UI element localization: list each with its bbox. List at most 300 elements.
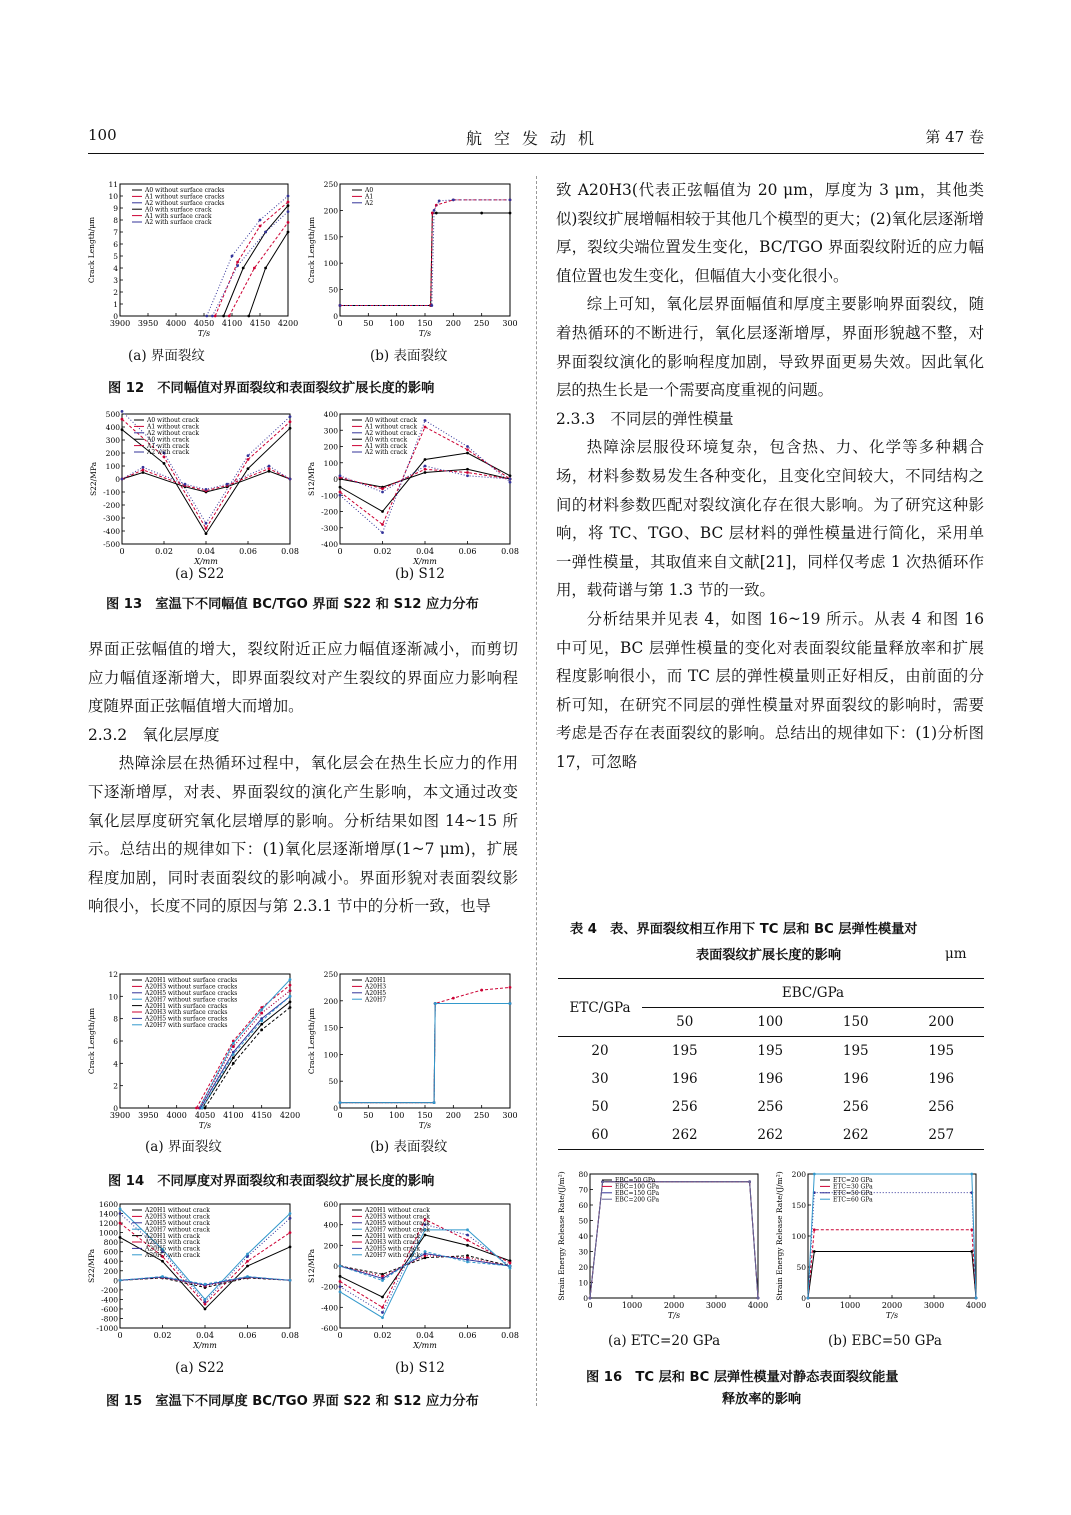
data-point: [807, 1297, 810, 1300]
legend-entry: A20H1 with surface cracks: [145, 1002, 228, 1010]
data-point: [466, 448, 469, 451]
legend-entry: A1 without surface cracks: [145, 193, 225, 201]
fig14b-chart: [306, 968, 518, 1130]
y-tick-label: 0: [583, 1294, 588, 1303]
fig14a-chart: [86, 968, 301, 1130]
data-point: [289, 989, 292, 992]
y-tick-label: -100: [321, 491, 338, 501]
data-point: [121, 478, 124, 481]
legend-entry: A2 without crack: [365, 430, 417, 437]
table4-cell: 196: [842, 1071, 869, 1087]
x-tick-label: 4100: [221, 319, 243, 328]
data-point: [232, 1056, 235, 1059]
data-point: [226, 483, 229, 486]
data-point: [430, 304, 433, 307]
y-tick-label: 200: [323, 206, 338, 216]
fig14-sub-b: (b) 表面裂纹: [370, 1139, 448, 1155]
y-tick-label: 0: [333, 475, 338, 484]
data-point: [339, 1275, 342, 1278]
x-tick-label: 100: [389, 319, 405, 328]
x-tick-label: 250: [474, 1111, 490, 1120]
data-point: [247, 315, 250, 318]
y-tick-label: -200: [321, 1282, 338, 1292]
data-point: [119, 1279, 122, 1282]
x-tick-label: 0: [337, 319, 343, 328]
y-tick-label: -200: [101, 1285, 118, 1295]
right-paragraph-1: 致 A20H3(代表正弦幅值为 20 μm，厚度为 3 μm，其他类似)裂纹扩展增幅相较于其他几个模型的更大；(2)氧化层逐渐增厚，裂纹尖端位置发生变化，BC/TGO 界面裂纹附近的应力幅值位置也发生变化，但幅值大小变化很小。: [556, 181, 984, 285]
data-point: [339, 1280, 342, 1283]
fig16-sub-b: (b) EBC=50 GPa: [828, 1333, 942, 1349]
table4-cell: 30: [591, 1071, 609, 1087]
x-tick-label: 0.08: [501, 547, 519, 556]
data-point: [339, 1285, 342, 1288]
fig15a-chart: [86, 1198, 298, 1350]
y-tick-label: -300: [103, 514, 120, 523]
running-header: [88, 126, 984, 150]
y-tick-label: 500: [105, 410, 120, 419]
legend-entry: A0 without surface cracks: [145, 187, 225, 195]
legend-entry: A20H5 without crack: [145, 1220, 210, 1227]
x-tick-label: 3900: [109, 1111, 131, 1120]
data-point: [466, 1234, 469, 1237]
y-axis-label: Strain Energy Release Rate/(J/m²): [557, 1171, 566, 1301]
legend-entry: A20H1 without crack: [365, 1207, 430, 1215]
fig16a-svg: [556, 1168, 769, 1320]
x-tick-label: 150: [417, 319, 433, 328]
data-point: [260, 1023, 263, 1026]
data-point: [287, 221, 290, 224]
x-tick-label: 0.06: [238, 1331, 257, 1340]
x-axis-label: T/s: [197, 329, 211, 338]
y-tick-label: 250: [323, 970, 338, 979]
y-tick-label: 4: [113, 1059, 118, 1069]
y-tick-label: 5: [113, 252, 118, 261]
x-tick-label: 0.02: [373, 1331, 392, 1340]
y-tick-label: 30: [578, 1247, 588, 1257]
data-point: [339, 474, 342, 477]
legend-entry: A2 without surface cracks: [145, 200, 225, 207]
table-row: [558, 1037, 984, 1066]
y-tick-label: 100: [323, 1050, 338, 1060]
table-row: [558, 1065, 984, 1093]
data-point: [813, 1173, 816, 1176]
x-tick-label: 0: [337, 1331, 343, 1340]
y-tick-label: 150: [323, 1023, 338, 1033]
legend-entry: A20H1 without crack: [145, 1207, 210, 1215]
data-point: [339, 1101, 342, 1104]
legend-entry: A20H1 without surface cracks: [145, 977, 238, 985]
legend-entry: A20H3 without surface cracks: [145, 983, 238, 991]
y-tick-label: 200: [323, 1241, 338, 1251]
fig16-caption-line2: 释放率的影响: [722, 1392, 802, 1407]
data-point: [289, 1246, 292, 1249]
y-tick-label: 20: [578, 1263, 588, 1272]
data-point: [289, 1001, 292, 1004]
y-tick-label: 100: [323, 458, 338, 468]
series-line: [340, 987, 510, 1102]
data-point: [205, 532, 208, 535]
data-point: [589, 1297, 592, 1300]
table4-cell: 50: [591, 1099, 609, 1115]
x-tick-label: 0.08: [501, 1331, 519, 1340]
y-tick-label: 4: [113, 264, 118, 273]
x-tick-label: 0: [117, 1331, 123, 1340]
data-point: [480, 989, 483, 992]
data-point: [433, 1101, 436, 1104]
y-tick-label: 1000: [98, 1228, 118, 1238]
x-tick-label: 200: [445, 1111, 461, 1120]
x-tick-label: 50: [363, 319, 374, 328]
y-tick-label: 8: [113, 1014, 118, 1024]
legend-entry: A20H7 without crack: [145, 1226, 210, 1234]
data-point: [381, 1296, 384, 1299]
x-axis-label: T/s: [885, 1311, 899, 1320]
x-axis-label: T/s: [198, 1121, 212, 1130]
data-point: [161, 1260, 164, 1263]
data-point: [424, 419, 427, 422]
fig13a-svg: [88, 408, 298, 566]
legend-entry: A20H3 without crack: [145, 1213, 210, 1221]
series-line: [340, 213, 510, 305]
y-tick-label: 50: [328, 285, 338, 295]
y-tick-label: 400: [323, 410, 338, 419]
data-point: [434, 1002, 437, 1005]
legend-entry: A20H7 with surface cracks: [145, 1022, 228, 1029]
data-point: [236, 264, 239, 267]
legend-entry: A2 with surface crack: [145, 219, 212, 227]
data-point: [466, 452, 469, 455]
right-text-column: [556, 176, 984, 776]
x-tick-label: 4000: [965, 1301, 987, 1310]
data-point: [339, 1265, 342, 1268]
table4-cell: 262: [842, 1127, 869, 1143]
data-point: [466, 445, 469, 448]
y-tick-label: 2: [113, 1081, 118, 1091]
legend-entry: A0 without crack: [147, 417, 199, 425]
data-point: [289, 978, 292, 981]
fig13-sub-b: (b) S12: [395, 566, 445, 582]
legend-entry: A20H5 without surface cracks: [145, 990, 238, 997]
data-point: [222, 315, 225, 318]
fig14-caption: 图 14 不同厚度对界面裂纹和表面裂纹扩展长度的影响: [108, 1174, 435, 1189]
fig14-sub-a: (a) 界面裂纹: [145, 1139, 222, 1155]
fig12-sub-b: (b) 表面裂纹: [370, 348, 448, 364]
data-point: [260, 1020, 263, 1023]
x-tick-label: 0.04: [196, 1331, 214, 1340]
x-tick-label: 200: [445, 319, 461, 328]
data-point: [424, 465, 427, 468]
data-point: [195, 1107, 198, 1110]
data-point: [214, 315, 217, 318]
legend-entry: ETC=30 GPa: [833, 1183, 873, 1191]
y-tick-label: 100: [105, 462, 120, 471]
legend-entry: A2 without crack: [147, 430, 199, 437]
x-tick-label: 4200: [277, 319, 299, 328]
x-tick-label: 0.06: [458, 547, 477, 556]
data-point: [381, 1316, 384, 1319]
y-axis-label: Crack Length/μm: [87, 216, 96, 284]
y-tick-label: 400: [103, 1257, 118, 1267]
legend-entry: EBC=200 GPa: [615, 1196, 660, 1204]
y-tick-label: 3: [113, 276, 118, 285]
data-point: [228, 315, 231, 318]
x-tick-label: 0: [337, 547, 343, 556]
data-point: [119, 1207, 122, 1210]
data-point: [142, 469, 145, 472]
data-point: [466, 1228, 469, 1231]
x-tick-label: 0: [805, 1301, 811, 1310]
legend-entry: A2 with crack: [147, 449, 190, 457]
y-tick-label: 300: [323, 426, 338, 436]
table4-cell: 20: [591, 1043, 609, 1059]
data-point: [232, 1045, 235, 1048]
legend-entry: A2: [365, 200, 374, 207]
x-tick-label: 3000: [705, 1301, 727, 1310]
data-point: [757, 1297, 760, 1300]
y-axis-label: Crack Length/μm: [307, 216, 316, 284]
x-tick-label: 0: [119, 547, 125, 556]
table4-cell: 196: [928, 1071, 955, 1087]
data-point: [201, 1107, 204, 1110]
y-tick-label: 300: [105, 436, 120, 445]
y-tick-label: 600: [323, 1200, 338, 1209]
data-point: [438, 199, 441, 202]
y-tick-label: 70: [578, 1185, 588, 1195]
legend-entry: ETC=20 GPa: [833, 1177, 873, 1185]
y-tick-label: 0: [333, 1262, 338, 1271]
y-tick-label: 7: [113, 228, 118, 237]
x-tick-label: 4150: [251, 1111, 272, 1120]
x-tick-label: 50: [363, 1111, 374, 1120]
data-point: [509, 1265, 512, 1268]
data-point: [452, 198, 455, 201]
table4-cell: 256: [757, 1099, 784, 1115]
data-point: [480, 212, 483, 215]
x-tick-label: 3900: [109, 319, 131, 328]
fig13-sub-a: (a) S22: [175, 566, 225, 582]
series-line: [340, 1003, 510, 1102]
data-point: [264, 267, 267, 270]
data-point: [205, 527, 208, 530]
legend-entry: A20H3 without crack: [365, 1213, 430, 1221]
column-divider: [536, 176, 537, 1406]
data-point: [287, 195, 290, 198]
data-point: [204, 1283, 207, 1286]
y-tick-label: 11: [108, 180, 118, 189]
series-line: [212, 212, 288, 316]
y-tick-label: 50: [796, 1263, 806, 1272]
fig14b-svg: [306, 968, 518, 1130]
y-tick-label: -400: [321, 540, 338, 549]
data-point: [601, 1180, 604, 1183]
legend-entry: ETC=60 GPa: [833, 1196, 873, 1204]
table4-cell: 195: [928, 1043, 955, 1059]
legend-entry: A1 without crack: [147, 423, 199, 431]
y-tick-label: 600: [103, 1247, 118, 1257]
x-tick-label: 0.02: [155, 547, 173, 556]
legend-entry: A20H7 with crack: [145, 1252, 200, 1259]
data-point: [289, 427, 292, 430]
data-point: [246, 1260, 249, 1263]
x-tick-label: 2000: [663, 1301, 685, 1310]
table4-cell: 256: [671, 1099, 698, 1115]
y-tick-label: -400: [321, 1303, 338, 1313]
section-2-3-3-heading: 2.3.3 不同层的弹性模量: [556, 409, 734, 428]
data-point: [119, 1236, 122, 1239]
data-point: [433, 209, 436, 212]
y-tick-label: 200: [323, 442, 338, 452]
fig16b-svg: [774, 1168, 987, 1320]
fig13-caption: 图 13 室温下不同幅值 BC/TGO 界面 S22 和 S12 应力分布: [106, 597, 479, 612]
data-point: [509, 474, 512, 477]
data-point: [509, 481, 512, 484]
data-point: [452, 997, 455, 1000]
table4-cell: 262: [671, 1127, 698, 1143]
data-point: [287, 231, 290, 234]
journal-title: 航空发动机: [465, 129, 606, 148]
y-tick-label: 10: [108, 192, 118, 201]
x-tick-label: 3950: [138, 1111, 159, 1120]
table4-col-header: 100: [757, 1014, 784, 1030]
data-point: [424, 1250, 427, 1253]
fig15b-svg: [306, 1198, 518, 1350]
data-point: [236, 261, 239, 264]
x-axis-label: T/s: [667, 1311, 681, 1320]
y-tick-label: 2: [113, 288, 118, 297]
y-tick-label: 200: [323, 996, 338, 1006]
legend-entry: A20H7 with crack: [365, 1252, 420, 1259]
y-tick-label: 400: [105, 423, 120, 432]
data-point: [121, 428, 124, 431]
x-tick-label: 0.04: [197, 547, 215, 556]
series-line: [340, 200, 510, 306]
y-axis-label: Crack Length/μm: [307, 1007, 316, 1075]
data-point: [381, 523, 384, 526]
y-tick-label: 50: [578, 1216, 588, 1226]
data-point: [466, 474, 469, 477]
x-tick-label: 300: [502, 1111, 518, 1120]
y-tick-label: 100: [323, 259, 338, 269]
legend-entry: A20H3 with crack: [365, 1239, 420, 1247]
legend-entry: A1 with crack: [147, 442, 190, 450]
x-axis-label: X/mm: [193, 1341, 217, 1350]
data-point: [246, 1265, 249, 1268]
data-point: [260, 1008, 263, 1011]
y-tick-label: 0: [113, 1104, 118, 1113]
table4-col-header: 50: [676, 1014, 694, 1030]
x-tick-label: 0.02: [373, 547, 392, 556]
legend-entry: A0 with surface crack: [145, 206, 212, 214]
fig16b-chart: [774, 1168, 987, 1320]
series-line: [340, 200, 510, 306]
data-point: [184, 483, 187, 486]
x-tick-label: 4050: [194, 1111, 216, 1120]
x-tick-label: 1000: [621, 1301, 643, 1310]
data-point: [381, 1311, 384, 1314]
y-axis-label: S12/MPa: [307, 1248, 316, 1284]
data-point: [232, 1053, 235, 1056]
legend-entry: A1 without crack: [365, 423, 417, 431]
data-point: [509, 478, 512, 481]
data-point: [142, 466, 145, 469]
x-tick-label: 3950: [137, 319, 159, 328]
y-tick-label: 10: [578, 1278, 588, 1288]
legend-entry: EBC=100 GPa: [615, 1183, 660, 1191]
data-point: [289, 1231, 292, 1234]
y-tick-label: 400: [323, 1220, 338, 1230]
table-row: [558, 1121, 984, 1150]
data-point: [204, 1107, 207, 1110]
y-tick-label: 200: [791, 1170, 806, 1179]
data-point: [121, 418, 124, 421]
data-point: [381, 491, 384, 494]
x-tick-label: 150: [417, 1111, 433, 1120]
fig15a-svg: [86, 1198, 298, 1350]
legend-entry: A20H5 without crack: [365, 1220, 430, 1227]
data-point: [287, 210, 290, 213]
y-tick-label: 80: [578, 1170, 588, 1179]
data-point: [435, 212, 438, 215]
y-tick-label: 0: [801, 1294, 806, 1303]
y-tick-label: -100: [103, 488, 120, 497]
data-point: [121, 410, 124, 413]
left-paragraph-2: 热障涂层在热循环过程中，氧化层会在热生长应力的作用下逐渐增厚，对表、界面裂纹的演化产生影响，本文通过改变氧化层厚度研究氧化层增厚的影响。分析结果如图 14~15 所示。总结出的规律如下：(1)氧化层逐渐增厚(1~7 μm)，扩展程度加剧，同时表面裂纹的影响减小。界面形貌对表面裂纹影响很小，长度不同的原因与第 2.3.1 节中的分析一致，也导: [88, 754, 518, 916]
data-point: [247, 454, 250, 457]
y-tick-label: -800: [101, 1314, 118, 1324]
data-point: [268, 465, 271, 468]
series-line: [340, 1003, 510, 1102]
data-point: [268, 470, 271, 473]
data-point: [232, 1042, 235, 1045]
table4-cell: 196: [671, 1071, 698, 1087]
x-tick-label: 4000: [166, 1111, 187, 1120]
x-tick-label: 1000: [839, 1301, 861, 1310]
data-point: [289, 420, 292, 423]
legend-entry: A0: [365, 187, 374, 195]
legend-entry: A20H3: [365, 983, 387, 991]
y-tick-label: 0: [115, 475, 120, 484]
x-tick-label: 4100: [223, 1111, 244, 1120]
data-point: [289, 1006, 292, 1009]
fig16a-chart: [556, 1168, 769, 1320]
fig16-sub-a: (a) ETC=20 GPa: [608, 1333, 721, 1349]
series-line: [122, 469, 290, 491]
table4-cell: 256: [928, 1099, 955, 1115]
data-point: [161, 1275, 164, 1278]
header-rule: [88, 153, 984, 154]
x-tick-label: 0.06: [458, 1331, 477, 1340]
x-tick-label: 0.04: [416, 547, 434, 556]
data-point: [509, 986, 512, 989]
y-tick-label: -600: [101, 1304, 118, 1314]
table4-title-line2: 表面裂纹扩展长度的影响: [696, 948, 842, 963]
data-point: [289, 1212, 292, 1215]
legend-entry: EBC=150 GPa: [615, 1190, 660, 1197]
left-paragraph-1: 界面正弦幅值的增大，裂纹附近正应力幅值逐渐减小，而剪切应力幅值逐渐增大，即界面裂纹对产生裂纹的界面应力影响程度随界面正弦幅值增大而增加。: [88, 640, 518, 716]
y-tick-label: 100: [791, 1232, 806, 1241]
legend-entry: A20H5 with crack: [365, 1245, 420, 1253]
x-tick-label: 4050: [193, 319, 215, 328]
data-point: [287, 201, 290, 204]
legend-entry: A20H7: [365, 996, 387, 1004]
y-tick-label: 9: [113, 204, 118, 213]
table4-cell: 257: [928, 1127, 955, 1143]
fig15-sub-a: (a) S22: [175, 1360, 225, 1376]
fig12b-svg: [306, 178, 518, 338]
y-tick-label: -1000: [96, 1324, 118, 1333]
table4-cell: 262: [757, 1127, 784, 1143]
legend-entry: A0 without crack: [365, 417, 417, 425]
